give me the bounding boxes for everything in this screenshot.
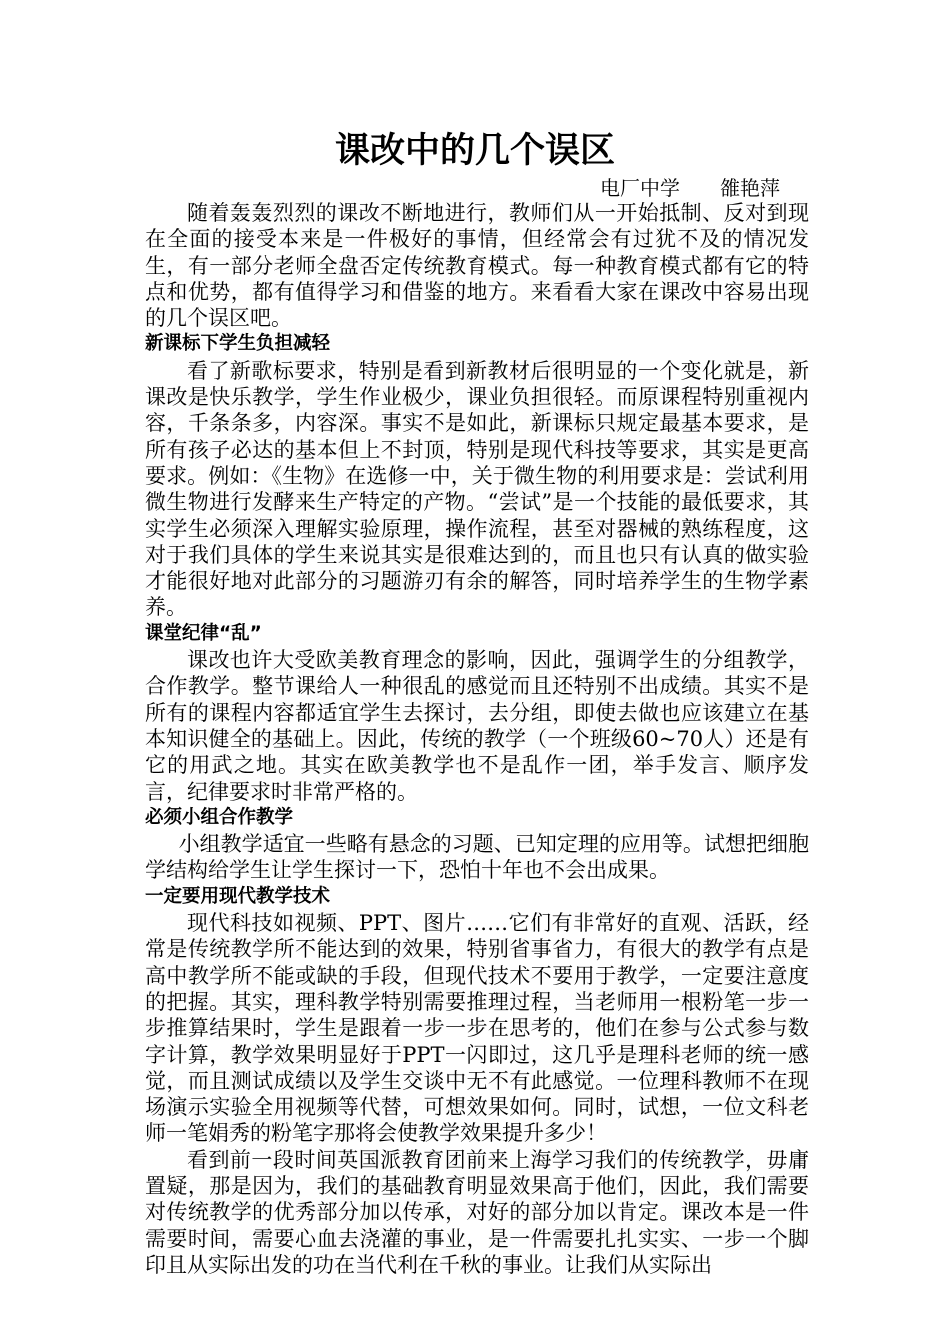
document-title: 课改中的几个误区 bbox=[334, 131, 615, 171]
section-paragraph: 课改也许大受欧美教育理念的影响，因此，强调学生的分组教学，合作教学。整节课给人一种很乱的感觉而且还特别不出成绩。其实不是所有的课程内容都适宜学生去探讨，去分组，即使去做也应该建立在基本知识健全的基础上。因此，传统的教学（一个班级60~70人）还是有它的用武之地。其实在欧美教学也不是乱作一团，举手发言、顺序发言，纪律要求时非常严格的。 bbox=[145, 648, 809, 804]
document-body bbox=[145, 200, 809, 1278]
section-heading: 课堂纪律“乱” bbox=[145, 622, 262, 644]
section-paragraph: 看了新歌标要求，特别是看到新教材后很明显的一个变化就是，新课改是快乐教学，学生作业极少，课业负担很轻。而原课程特别重视内容，千条条多，内容深。事实不是如此，新课标只规定最基本要求，是所有孩子必达的基本但上不封顶，特别是现代科技等要求，其实是更高要求。例如：《生物》在选修一中，关于微生物的利用要求是：尝试利用微生物进行发酵来生产特定的产物。“尝试”是一个技能的最低要求，其实学生必须深入理解实验原理，操作流程，甚至对器械的熟练程度，这对于我们具体的学生来说其实是很难达到的，而且也只有认真的做实验才能很好地对此部分的习题游刃有余的解答，同时培养学生的生物学素养。 bbox=[145, 358, 809, 620]
section-paragraph: 小组教学适宜一些略有悬念的习题、已知定理的应用等。试想把细胞学结构给学生让学生探讨一下，恐怕十年也不会出成果。 bbox=[145, 832, 809, 883]
section-heading: 必须小组合作教学 bbox=[145, 806, 294, 828]
section-heading: 一定要用现代教学技术 bbox=[145, 885, 331, 907]
section-paragraph: 现代科技如视频、PPT、图片……它们有非常好的直观、活跃，经常是传统教学所不能达到的效果，特别省事省力，有很大的教学有点是高中教学所不能或缺的手段，但现代技术不要用于教学，一定要注意度的把握。其实，理科教学特别需要推理过程，当老师用一根粉笔一步一步推算结果时，学生是跟着一步一步在思考的，他们在参与公式参与数字计算，教学效果明显好于PPT一闪即过，这几乎是理科老师的统一感觉，而且测试成绩以及学生交谈中无不有此感觉。一位理科教师不在现场演示实验全用视频等代替，可想效果如何。同时，试想，一位文科老师一笔娟秀的粉笔字那将会使教学效果提升多少！ bbox=[145, 911, 809, 1146]
intro-paragraph: 随着轰轰烈烈的课改不断地进行，教师们从一开始抵制、反对到现在全面的接受本来是一件极好的事情，但经常会有过犹不及的情况发生，有一部分老师全盘否定传统教育模式。每一种教育模式都有它的特点和优势，都有值得学习和借鉴的地方。来看看大家在课改中容易出现的几个误区吧。 bbox=[145, 201, 809, 331]
section-heading: 新课标下学生负担减轻 bbox=[145, 333, 331, 355]
closing-paragraph: 看到前一段时间英国派教育团前来上海学习我们的传统教学，毋庸置疑，那是因为，我们的基础教育明显效果高于他们，因此，我们需要对传统教学的优秀部分加以传承，对好的部分加以肯定。课改本是一件需要时间，需要心血去浇灌的事业，是一件需要扎扎实实、一步一个脚印且从实际出发的功在当代利在千秋的事业。让我们从实际出 bbox=[145, 1147, 809, 1277]
author-byline: 电厂中学 雒艳萍 bbox=[600, 176, 780, 200]
